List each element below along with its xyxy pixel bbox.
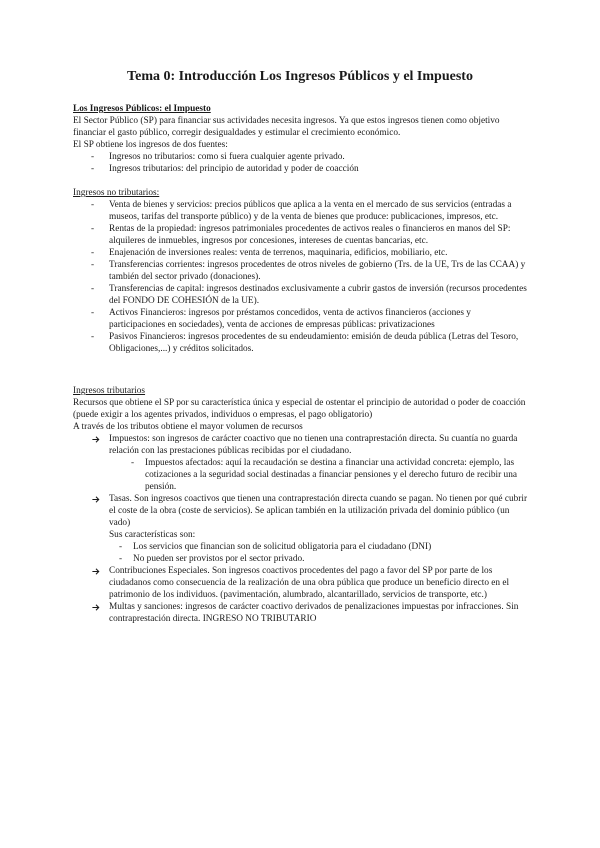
arrow-right-icon [91, 603, 101, 612]
no-tributarios-list [73, 199, 529, 355]
sources-list [73, 151, 529, 175]
list-item-multas [73, 601, 529, 625]
list-item: - Rentas de la propiedad: ingresos patrimoniales procedentes de activos reales o financieros en manos del SP: alquileres de inmuebles, ingresos por concesiones, intereses de cuentas bancarias, etc. [73, 223, 529, 247]
list-item: - Transferencias corrientes: ingresos procedentes de otros niveles de gobierno (Trs. de la UE, Trs de las CCAA) y también del sector privado (donaciones). [73, 259, 529, 283]
list-item-contribuciones [73, 565, 529, 601]
document-body [73, 103, 529, 625]
list-item: - Activos Financieros: ingresos por préstamos concedidos, venta de activos financieros (acciones y participaciones en sociedades), venta de acciones de empresas públicas: privatizaciones [73, 307, 529, 331]
page-title: Tema 0: Introducción Los Ingresos Públicos y el Impuesto [127, 69, 473, 84]
section-paragraph: El Sector Público (SP) para financiar sus actividades necesita ingresos. Ya que estos ingresos tienen como objetivo financiar el gasto público, corregir desigualdades y estimular el crecimiento económico. [73, 116, 500, 138]
impuestos-text: Impuestos: son ingresos de carácter coactivo que no tienen una contraprestación directa. Su cuantía no guarda relación con las prestaciones públicas recibidas por el ciudadano. [109, 434, 518, 456]
list-item: - Impuestos afectados: aquí la recaudación se destina a financiar una actividad concreta: ejemplo, las cotizaciones a la seguridad social destinadas a financiar pensiones y el derecho futuro de recibir una pensión. [109, 457, 529, 493]
list-item: - Los servicios que financian son de solicitud obligatoria para el ciudadano (DNI) [97, 541, 529, 553]
sources-intro: El SP obtiene los ingresos de dos fuentes: [73, 140, 228, 150]
list-item-tasas [73, 493, 529, 565]
tasas-features-list [97, 541, 529, 565]
impuestos-sublist [109, 457, 529, 493]
contribuciones-text: Contribuciones Especiales. Son ingresos coactivos procedentes del pago a favor del SP por parte de los ciudadanos como consecuencia de la realización de una obra pública que produce un beneficio directo en el patrimonio de los individuos. (pavimentación, alumbrado, alcantarillado, servicios de transporte, etc.) [109, 566, 510, 600]
list-item: - Enajenación de inversiones reales: venta de terrenos, maquinaria, edificios, mobiliario, etc. [73, 247, 529, 259]
arrow-right-icon [91, 435, 101, 444]
arrow-right-icon [91, 567, 101, 576]
list-item: - Venta de bienes y servicios: precios públicos que aplica a la venta en el mercado de sus servicios (entradas a museos, tarifas del transporte público) y de la venta de bienes que produce: publicaciones, impresos, etc. [73, 199, 529, 223]
list-item: - Ingresos no tributarios: como si fuera cualquier agente privado. [73, 151, 529, 163]
tasas-features-intro: Sus características son: [109, 530, 196, 540]
section-heading-tributarios: Ingresos tributarios [73, 386, 146, 396]
list-item-impuestos [73, 433, 529, 493]
list-item: - Pasivos Financieros: ingresos procedentes de su endeudamiento: emisión de deuda pública (Letras del Tesoro, Obligaciones,...) y créditos solicitados. [73, 331, 529, 355]
section-heading-ingresos-publicos: Los Ingresos Públicos: el Impuesto [73, 104, 211, 114]
tributos-intro: A través de los tributos obtiene el mayor volumen de recursos [73, 422, 303, 432]
section-paragraph: Recursos que obtiene el SP por su característica única y especial de ostentar el principio de autoridad o poder de coacción (puede exigir a los agentes privados, individuos o empresas, el pago obligatorio) [73, 398, 526, 420]
section-heading-no-tributarios: Ingresos no tributarios: [73, 188, 160, 198]
list-item: - Ingresos tributarios: del principio de autoridad y poder de coacción [73, 163, 529, 175]
list-item: - No pueden ser provistos por el sector privado. [97, 553, 529, 565]
list-item: - Transferencias de capital: ingresos destinados exclusivamente a cubrir gastos de inversión (recursos procedentes del FONDO DE COHESIÓN de la UE). [73, 283, 529, 307]
tasas-text: Tasas. Son ingresos coactivos que tienen una contraprestación directa cuando se pagan. No tienen por qué cubrir el coste de la obra (coste de servicios). Se aplican también en la utilización privada del dominio público (un vado) [109, 494, 528, 528]
tributarios-list [73, 433, 529, 625]
arrow-right-icon [91, 495, 101, 504]
multas-text: Multas y sanciones: ingresos de carácter coactivo derivados de penalizaciones impuestas por infracciones. Sin contraprestación directa. INGRESO NO TRIBUTARIO [109, 602, 519, 624]
